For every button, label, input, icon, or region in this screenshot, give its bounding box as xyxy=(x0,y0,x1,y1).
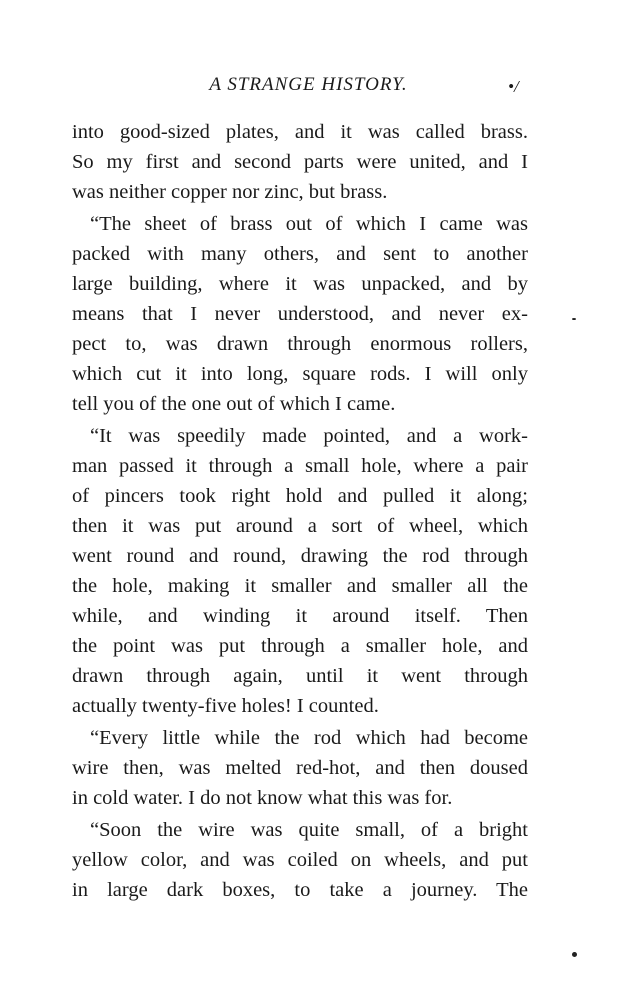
text-line: pect to, was drawn through enormous rollers, xyxy=(72,333,528,355)
ink-speck xyxy=(572,318,576,320)
text-line: man passed it through a small hole, where a pair xyxy=(72,455,528,477)
paragraph xyxy=(72,117,528,207)
text-line: while, and winding it around itself. Then xyxy=(72,605,528,627)
text-line: went round and round, drawing the rod through xyxy=(72,545,528,567)
paragraph xyxy=(72,209,528,419)
text-line: “The sheet of brass out of which I came was xyxy=(90,213,528,235)
ink-speck xyxy=(572,952,577,957)
paragraph xyxy=(72,421,528,721)
text-line: “Every little while the rod which had become xyxy=(90,727,528,749)
text-line: tell you of the one out of which I came. xyxy=(72,393,396,415)
text-line: yellow color, and was coiled on wheels, and put xyxy=(72,849,528,871)
paragraph xyxy=(72,723,528,813)
text-line: into good-sized plates, and it was called brass. xyxy=(72,121,528,143)
text-line: the hole, making it smaller and smaller all the xyxy=(72,575,528,597)
text-line: So my first and second parts were united, and I xyxy=(72,151,528,173)
text-line: means that I never understood, and never ex- xyxy=(72,303,528,325)
text-line: drawn through again, until it went through xyxy=(72,665,528,687)
page-number: •/ xyxy=(508,77,519,96)
text-line: which cut it into long, square rods. I will only xyxy=(72,363,528,385)
text-line: then it was put around a sort of wheel, which xyxy=(72,515,528,537)
text-line: of pincers took right hold and pulled it along; xyxy=(72,485,528,507)
running-title: A STRANGE HISTORY. xyxy=(209,74,408,95)
paragraph xyxy=(72,815,528,905)
page-header xyxy=(0,74,617,104)
text-line: large building, where it was unpacked, and by xyxy=(72,273,528,295)
text-line: the point was put through a smaller hole, and xyxy=(72,635,528,657)
text-line: actually twenty-five holes! I counted. xyxy=(72,695,379,717)
body-text xyxy=(72,117,528,905)
text-line: packed with many others, and sent to another xyxy=(72,243,528,265)
text-line: in large dark boxes, to take a journey. The xyxy=(72,879,528,901)
text-line: “Soon the wire was quite small, of a bright xyxy=(90,819,528,841)
text-line: wire then, was melted red-hot, and then doused xyxy=(72,757,528,779)
text-line: “It was speedily made pointed, and a work- xyxy=(90,425,528,447)
text-line: was neither copper nor zinc, but brass. xyxy=(72,181,388,203)
text-line: in cold water. I do not know what this was for. xyxy=(72,787,453,809)
